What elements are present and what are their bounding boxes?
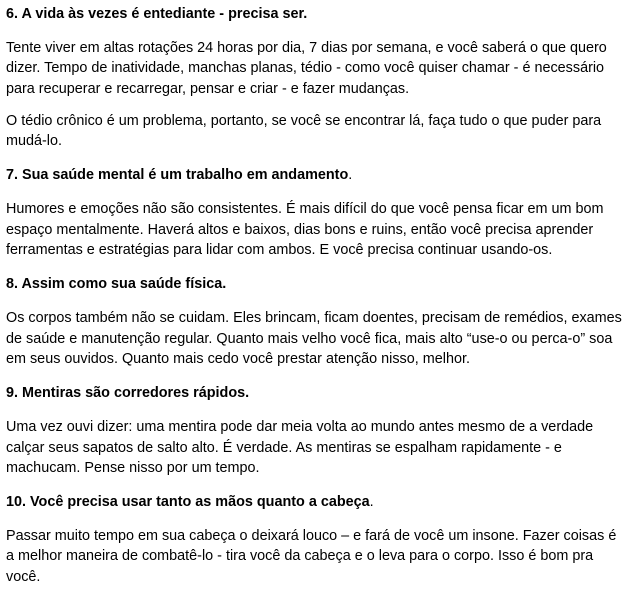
paragraph: Os corpos também não se cuidam. Eles brincam, ficam doentes, precisam de remédios, exames de saúde e manutenção regular. Quanto mais velho você fica, mais alto “use-o ou perca-o” soa em seus ouvidos. Quanto mais cedo você prestar atenção nisso, melhor. [6,310,622,367]
heading-text: 9. Mentiras são corredores rápidos. [6,385,250,402]
section-heading-10 [6,492,623,512]
heading-text: 8. Assim como sua saúde física. [6,276,227,293]
paragraph: Tente viver em altas rotações 24 horas por dia, 7 dias por semana, e você saberá o que quero dizer. Tempo de inatividade, manchas planas, tédio - como você quiser chamar - é necessário para recuperar e recarregar, pensar e criar - e fazer mudanças. [6,40,607,97]
heading-text: 6. A vida às vezes é entediante - precisa ser. [6,6,308,22]
section-heading-7 [6,165,623,185]
section-heading-6 [6,4,623,24]
heading-trail: . [348,167,353,184]
paragraph: Humores e emoções não são consistentes. É mais difícil do que você pensa ficar em um bom espaço mentalmente. Haverá altos e baixos, dias bons e ruins, então você precisa aprender ferramentas e estratégias para lidar com ambos. E você precisa continuar usando-os. [6,201,604,259]
heading-text: 7. Sua saúde mental é um trabalho em andamento [6,167,349,184]
heading-text: 10. Você precisa usar tanto as mãos quanto a cabeça [6,494,370,511]
paragraph: O tédio crônico é um problema, portanto, se você se encontrar lá, faça tudo o que puder para mudá-lo. [6,112,602,150]
paragraph: Passar muito tempo em sua cabeça o deixará louco – e fará de você um insone. Fazer coisas é a melhor maneira de combatê-lo - tira você da cabeça e o leva para o corpo. Isso é bom pra você. [6,528,617,585]
paragraph: Uma vez ouvi dizer: uma mentira pode dar meia volta ao mundo antes mesmo de a verdade calçar seus sapatos de salto alto. É verdade. As mentiras se espalham rapidamente - e machucam. Pense nisso por um tempo. [6,419,594,476]
section-heading-8 [6,274,623,294]
section-heading-9 [6,383,623,403]
heading-trail: . [369,494,374,511]
